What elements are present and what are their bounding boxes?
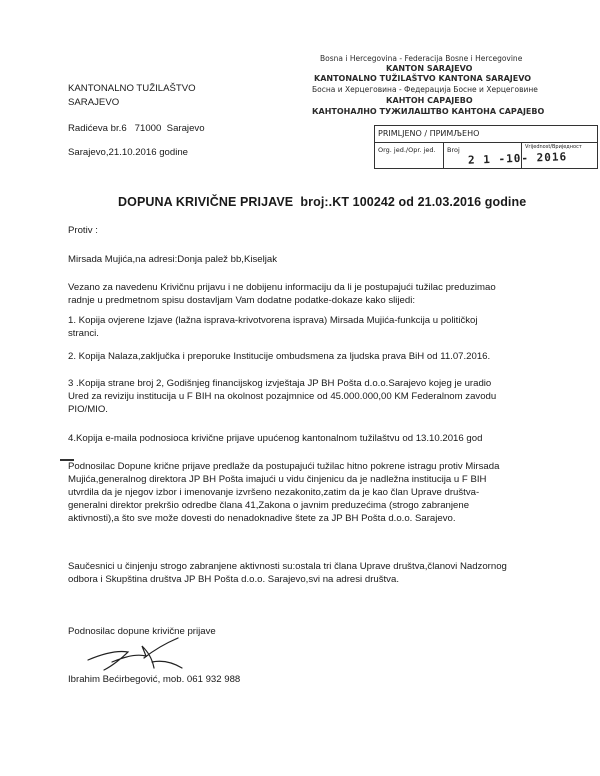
stamp-line-6: КАНТОНАЛНО ТУЖИЛАШТВО КАНТОНА САРАЈЕВО	[312, 107, 545, 116]
accused-line: Mirsada Mujića,na adresi:Donja palež bb,Kiseljak	[68, 254, 278, 265]
stamp-line-3: KANTONALNO TUŽILAŠTVO KANTONA SARAJEVO	[314, 74, 532, 83]
signatory-line: Ibrahim Bećirbegović, mob. 061 932 988	[68, 674, 241, 685]
sender-org: KANTONALNO TUŽILAŠTVO	[68, 83, 196, 94]
evidence-item-2: 2. Kopija Nalaza,zaključka i preporuke Institucije ombudsmena za ljudska prava BiH od 11.07.2016.	[68, 351, 491, 362]
sender-date: Sarajevo,21.10.2016 godine	[68, 147, 189, 158]
stamp-line-5: КАНТОН САРАЈЕВО	[386, 96, 473, 105]
document-title: DOPUNA KRIVIČNE PRIJAVE broj:.KT 100242 od 21.03.2016 godine	[118, 195, 527, 209]
protiv-label: Protiv :	[68, 225, 98, 236]
evidence-item-3: 3 .Kopija strane broj 2, Godišnjeg financijskog izvještaja JP BH Pošta d.o.o.Sarajevo kojeg je uradio Ured za reviziju institucija u F BIH na okolnost pozajmnice od 45.000.000,00 KM Federalnom zavodu PIO/MIO.	[68, 378, 497, 415]
received-label: PRIMLJENO / ПРИМЉЕНО	[375, 126, 597, 143]
evidence-item-1: 1. Kopija ovjerene Izjave (lažna isprava-krivotvorena isprava) Mirsada Mujića-funkcija u političkoj stranci.	[68, 315, 478, 339]
proposal-paragraph: Podnosilac Dopune krične prijave predlaže da postupajući tužilac hitno pokrene istragu protiv Mirsada Mujića,generalnog direktora JP BH Pošta imajući u vidu činjenicu da je nadležna institucija u F BIH utvrdila da je njegov izbor i imenovanje izvršeno nezakonito,zatim da je kao član Uprave društva-generalni direktor prekršio odredbe člana 41,Zakona o javnim preduzećima (strogo zabranjene aktivnosti),a što sve može dovesti do nenadoknadive štete za JP BH Pošta d.o.o. Sarajevo.	[68, 461, 500, 524]
handwritten-signature	[82, 632, 192, 678]
org-unit-label: Org. jed./Opr. jed.	[378, 146, 436, 154]
value-label: Vrijednost/Вриједност	[525, 144, 582, 150]
stamp-line-1: Bosna i Hercegovina - Federacija Bosne i Hercegovine	[320, 54, 523, 63]
received-date-stamp: 2 1 -10- 2016	[467, 150, 568, 167]
intro-paragraph: Vezano za navedenu Krivičnu prijavu i ne dobijenu informaciju da li je postupajući tužilac preduzimao radnje u predmetnom spisu dostavljam Vam dodatne podatke-dokaze kako slijedi:	[68, 282, 496, 306]
sender-address: Radićeva br.6 71000 Sarajevo	[68, 123, 205, 134]
number-label: Broj	[447, 146, 460, 154]
stamp-line-4: Босна и Херцеговина - Федерација Босне и Херцеговине	[312, 85, 538, 94]
signature-label: Podnosilac dopune krivične prijave	[68, 626, 216, 637]
sender-city: SARAJEVO	[68, 97, 120, 108]
stamp-line-2: KANTON SARAJEVO	[386, 64, 473, 73]
evidence-item-4: 4.Kopija e-maila podnosioca krivične prijave upućenog kantonalnom tužilaštvu od 13.10.2016 god	[68, 433, 483, 444]
accomplices-paragraph: Saučesnici u činjenju strogo zabranjene aktivnosti su:ostala tri člana Uprave društva,članovi Nadzornog odbora i Skupština društva JP BH Pošta d.o.o. Sarajevo,svi na adresi društva.	[68, 561, 507, 585]
